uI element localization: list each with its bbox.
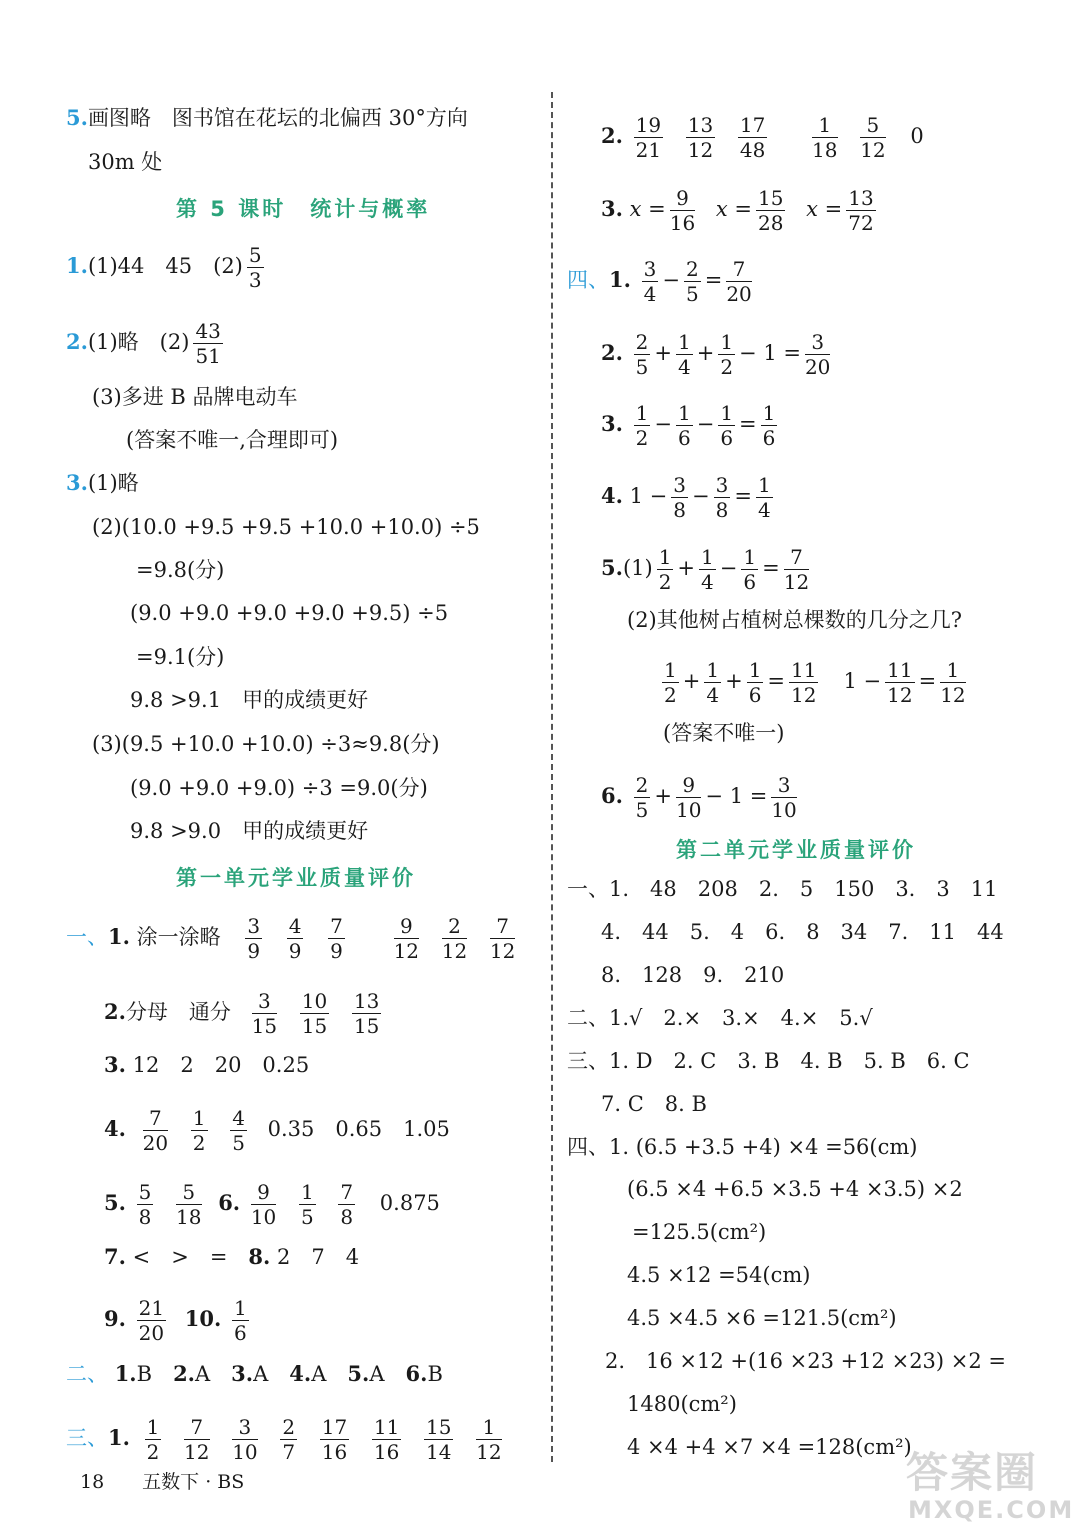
unit2-calc-2: (6.5 ×4 +6.5 ×3.5 +4 ×3.5) ×2 xyxy=(627,1177,963,1201)
sec4-q5-part2-calc: $\frac{1}{2}$ + $\frac{1}{4}$ + $\frac{1}{6}$ = $\frac{11}{12}$ 1 − $\frac{11}{12}$ = $\frac{1}{12}$ xyxy=(664,658,966,707)
unit1-q4: 4. $\frac{7}{20}$ $\frac{1}{2}$ $\frac{4}{5}$ 0.35 0.65 1.05 xyxy=(104,1106,450,1155)
unit1-q2: 2.分母 通分 $\frac{3}{15}$ $\frac{10}{15}$ $\frac{13}{15}$ xyxy=(104,989,380,1038)
sec4-q6: 6. $\frac{2}{5}$ + $\frac{9}{10}$ − 1 = $\frac{3}{10}$ xyxy=(601,773,797,822)
unit1-q5-q6: 5. $\frac{5}{8}$ $\frac{5}{18}$ 6. $\frac{9}{10}$ $\frac{1}{5}$ $\frac{7}{8}$ 0.875 xyxy=(104,1180,440,1229)
q2-part3: (3)多进 B 品牌电动车 xyxy=(92,385,298,409)
q2-note: (答案不唯一,合理即可) xyxy=(126,428,339,452)
q3-calc-8: 9.8 >9.0 甲的成绩更好 xyxy=(130,819,369,843)
unit2-calc-7: 1480(cm²) xyxy=(627,1392,737,1416)
q3-calc-5: 9.8 >9.1 甲的成绩更好 xyxy=(130,688,369,712)
q3-line: 3.(1)略 xyxy=(66,470,139,495)
section-heading-unit2: 第二单元学业质量评价 xyxy=(676,838,916,862)
right-q3: 3. x = $\frac{9}{16}$ x = $\frac{15}{28}$ x = $\frac{13}{72}$ xyxy=(601,186,874,235)
sec4-q2: 2. $\frac{2}{5}$ + $\frac{1}{4}$ + $\frac{1}{2}$ − 1 = $\frac{3}{20}$ xyxy=(601,330,831,379)
section-heading-lesson5: 第 5 课时 统计与概率 xyxy=(176,197,431,221)
q3-calc-4: =9.1(分) xyxy=(136,645,225,669)
unit2-calc-1: 四、1. (6.5 +3.5 +4) ×4 =56(cm) xyxy=(567,1135,918,1159)
q1-line: 1.(1)44 45 (2) $\frac{5}{3}$ xyxy=(66,243,262,292)
sec4-q5: 5.(1) $\frac{1}{2}$ + $\frac{1}{4}$ − $\frac{1}{6}$ = $\frac{7}{12}$ xyxy=(601,545,810,594)
q3-calc-3: (9.0 +9.0 +9.0 +9.0 +9.5) ÷5 xyxy=(130,601,449,625)
unit1-q9-q10: 9. $\frac{21}{20}$ 10. $\frac{1}{6}$ xyxy=(104,1296,247,1345)
sec4-q5-part2: (2)其他树占植树总棵数的几分之几? xyxy=(627,608,963,632)
watermark-url: MXQE.COM xyxy=(908,1496,1075,1524)
unit1-q3: 3. 12 2 20 0.25 xyxy=(104,1052,310,1077)
unit2-line-5: 三、1. D 2. C 3. B 4. B 5. B 6. C xyxy=(567,1049,970,1073)
unit2-calc-4: 4.5 ×12 =54(cm) xyxy=(627,1263,811,1287)
q3-calc-7: (9.0 +9.0 +9.0) ÷3 =9.0(分) xyxy=(130,776,428,800)
unit2-line-4: 二、1.√ 2.× 3.× 4.× 5.√ xyxy=(567,1006,873,1030)
q3-calc-1: (2)(10.0 +9.5 +9.5 +10.0 +10.0) ÷5 xyxy=(92,515,480,539)
page-footer: 18 五数下 · BS xyxy=(80,1471,245,1493)
unit2-line-6: 7. C 8. B xyxy=(601,1092,707,1116)
unit1-section3: 三、1. $\frac{1}{2}$ $\frac{7}{12}$ $\frac{3}{10}$ $\frac{2}{7}$ $\frac{17}{16}$ $\frac{11}{16}$ $\frac{15}{14}$ $\frac{1}{12}$ xyxy=(66,1415,502,1464)
column-divider xyxy=(551,92,553,1462)
unit2-calc-6: 2. 16 ×12 +(16 ×23 +12 ×23) ×2 = xyxy=(605,1349,1007,1373)
unit1-section2: 二、 1.B 2.A 3.A 4.A 5.A 6.B xyxy=(66,1361,443,1386)
q2-line: 2.(1)略 (2) $\frac{43}{51}$ xyxy=(66,319,221,368)
unit1-q7-q8: 7. < > = 8. 2 7 4 xyxy=(104,1244,360,1269)
left-line-2: 30m 处 xyxy=(88,150,163,174)
unit1-q1: 一、1. 涂一涂略 $\frac{3}{9}$ $\frac{4}{9}$ $\frac{7}{9}$ $\frac{9}{12}$ $\frac{2}{12}$ $\frac{7}{12}$ xyxy=(66,914,516,963)
unit2-line-3: 8. 128 9. 210 xyxy=(601,963,785,987)
unit2-calc-5: 4.5 ×4.5 ×6 =121.5(cm²) xyxy=(627,1306,897,1330)
right-q2: 2. $\frac{19}{21}$ $\frac{13}{12}$ $\frac{17}{48}$ $\frac{1}{18}$ $\frac{5}{12}$ 0 xyxy=(601,113,924,162)
watermark-text: 答案圈 xyxy=(906,1448,1039,1497)
unit2-line-2: 4. 44 5. 4 6. 8 34 7. 11 44 xyxy=(601,920,1004,944)
q3-calc-2: =9.8(分) xyxy=(136,558,225,582)
q3-calc-6: (3)(9.5 +10.0 +10.0) ÷3≈9.8(分) xyxy=(92,732,440,756)
left-line-1: 5.画图略 图书馆在花坛的北偏西 30°方向 xyxy=(66,105,468,130)
sec4-q1: 四、1. $\frac{3}{4}$ − $\frac{2}{5}$ = $\frac{7}{20}$ xyxy=(567,257,752,306)
unit2-calc-3: =125.5(cm²) xyxy=(632,1220,767,1244)
sec4-q4: 4. 1 − $\frac{3}{8}$ − $\frac{3}{8}$ = $\frac{1}{4}$ xyxy=(601,473,771,522)
watermark-logo xyxy=(898,1440,1075,1526)
sec4-q5-note: (答案不唯一) xyxy=(663,721,785,745)
section-heading-unit1: 第一单元学业质量评价 xyxy=(176,866,416,890)
unit2-line-1: 一、1. 48 208 2. 5 150 3. 3 11 xyxy=(567,877,998,901)
sec4-q3: 3. $\frac{1}{2}$ − $\frac{1}{6}$ − $\frac{1}{6}$ = $\frac{1}{6}$ xyxy=(601,401,776,450)
unit2-calc-8: 4 ×4 +4 ×7 ×4 =128(cm²) xyxy=(627,1435,912,1459)
